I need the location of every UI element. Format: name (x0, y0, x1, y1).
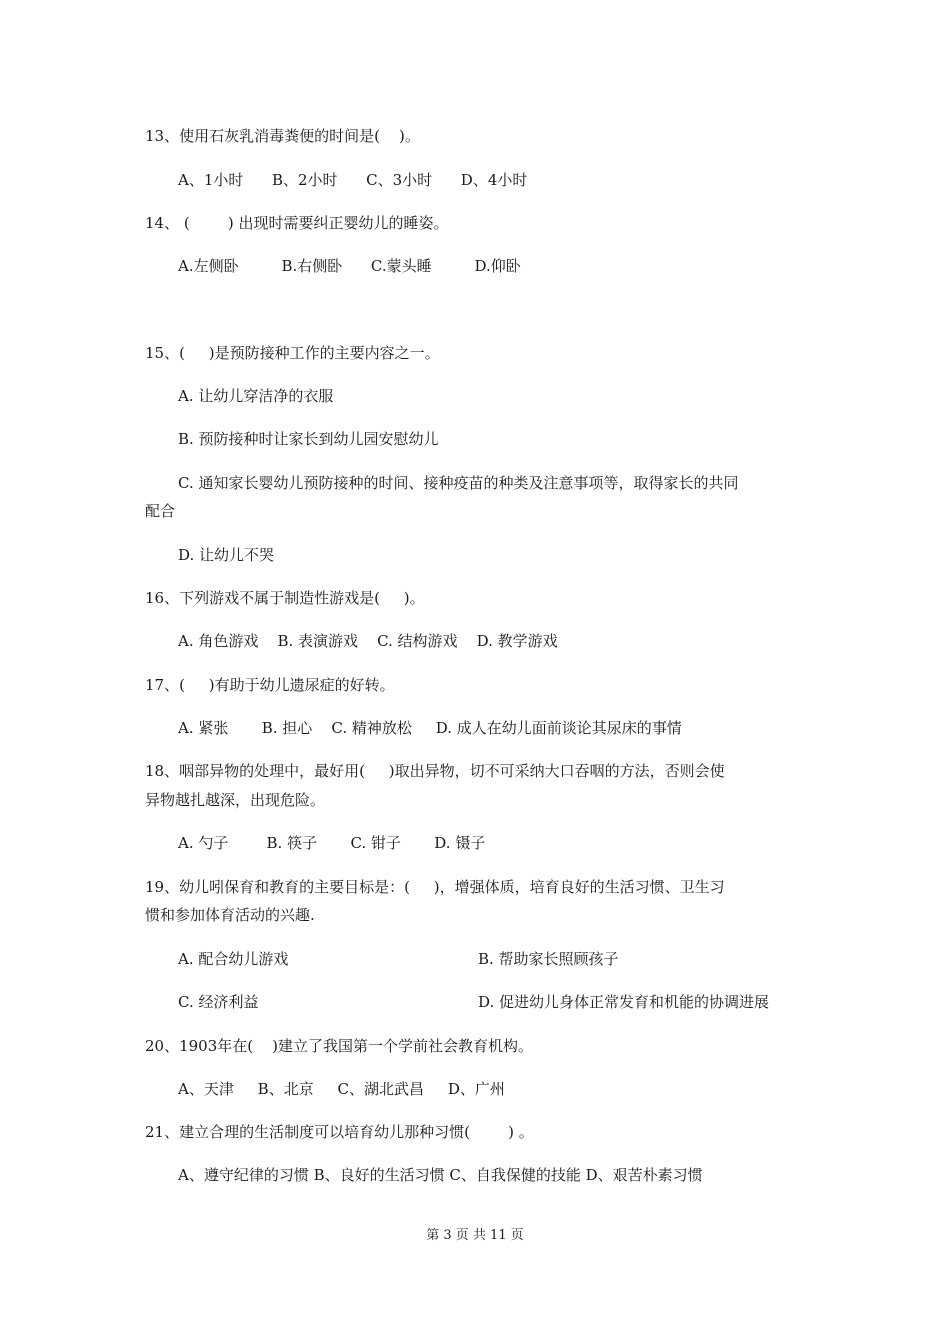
question-16-stem: 16、下列游戏不属于制造性游戏是( )。 (145, 589, 425, 607)
question-18-stem: 18、咽部异物的处理中，最好用( )取出异物，切不可采纳大口吞咽的方法，否则会使 (145, 762, 725, 780)
question-19-option-d: D. 促进幼儿身体正常发育和机能的协调进展 (478, 993, 770, 1011)
question-15-option-d: D. 让幼儿不哭 (178, 546, 275, 564)
question-13-options: A、1小时 B、2小时 C、3小时 D、4小时 (178, 171, 528, 189)
question-15-option-a: A. 让幼儿穿洁净的衣服 (178, 387, 334, 405)
question-18-stem-continued: 异物越扎越深，出现危险。 (145, 791, 326, 809)
question-21-stem: 21、建立合理的生活制度可以培育幼儿那种习惯( ) 。 (145, 1123, 534, 1141)
question-15-option-b: B. 预防接种时让家长到幼儿园安慰幼儿 (178, 430, 439, 448)
question-15-option-c: C. 通知家长婴幼儿预防接种的时间、接种疫苗的种类及注意事项等，取得家长的共同 (178, 474, 739, 492)
question-19-stem: 19、幼儿吲保育和教育的主要目标是：( )，增强体质，培育良好的生活习惯、卫生习 (145, 878, 725, 896)
question-19-stem-continued: 惯和参加体育活动的兴趣. (145, 906, 315, 924)
page-number-footer: 第 3 页 共 11 页 (426, 1228, 524, 1243)
question-21-options: A、遵守纪律的习惯 B、良好的生活习惯 C、自我保健的技能 D、艰苦朴素习惯 (178, 1166, 703, 1184)
question-14-options: A.左侧卧 B.右侧卧 C.蒙头睡 D.仰卧 (178, 257, 521, 275)
question-19-option-a: A. 配合幼儿游戏 (178, 950, 289, 968)
question-19-option-c: C. 经济利益 (178, 993, 259, 1011)
question-17-stem: 17、( )有助于幼儿遗尿症的好转。 (145, 676, 395, 694)
question-20-options: A、天津 B、北京 C、湖北武昌 D、广州 (178, 1080, 505, 1098)
question-17-options: A. 紧张 B. 担心 C. 精神放松 D. 成人在幼儿面前谈论其尿床的事情 (178, 719, 682, 737)
question-15-option-c-continued: 配合 (145, 502, 176, 520)
question-19-option-b: B. 帮助家长照顾孩子 (478, 950, 619, 968)
question-16-options: A. 角色游戏 B. 表演游戏 C. 结构游戏 D. 教学游戏 (178, 632, 558, 650)
question-14-stem: 14、 ( ) 出现时需要纠正婴幼儿的睡姿。 (145, 214, 449, 232)
question-15-stem: 15、( )是预防接种工作的主要内容之一。 (145, 344, 440, 362)
question-13-stem: 13、使用石灰乳消毒粪便的时间是( )。 (145, 127, 420, 145)
question-20-stem: 20、1903年在( )建立了我国第一个学前社会教育机构。 (145, 1037, 534, 1055)
question-18-options: A. 勺子 B. 筷子 C. 钳子 D. 镊子 (178, 834, 486, 852)
